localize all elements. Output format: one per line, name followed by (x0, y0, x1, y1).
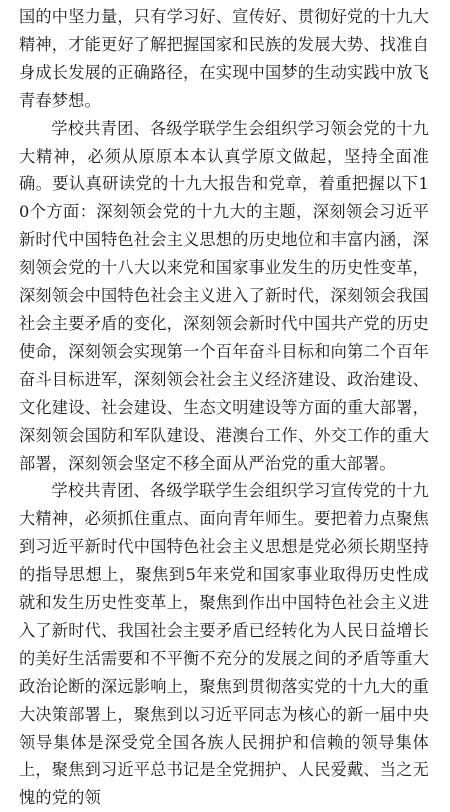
paragraph-continuation: 国的中坚力量，只有学习好、宣传好、贯彻好党的十九大精神，才能更好了解把握国家和民族的发展大势、找准自身成长发展的正确路径，在实现中国梦的生动实践中放飞青春梦想。 (19, 7, 429, 110)
paragraph-study-publicity: 学校共青团、各级学联学生会组织学习宣传党的十九大精神，必须抓住重点、面向青年师生。要把着力点聚焦到习近平新时代中国特色社会主义思想是党必须长期坚持的指导思想上，聚焦到5年来党和国家事业取得历史性成就和发生历史性变革上，聚焦到作出中国特色社会主义进入了新时代、我国社会主要矛盾已经转化为人民日益增长的美好生活需要和不平衡不充分的发展之间的矛盾等重大政治论断的深远影响上，聚焦到贯彻落实党的十九大的重大决策部署上，聚焦到以习近平同志为核心的新一届中央领导集体是深受党全国各族人民拥护和信赖的领导集体上，聚焦到习近平总书记是全党拥护、人民爱戴、当之无愧的党的领 (19, 481, 429, 808)
paragraph-study-comprehension: 学校共青团、各级学联学生会组织学习领会党的十九大精神，必须从原原本本认真学原文做起，坚持全面准确。要认真研读党的十九大报告和党章，着重把握以下10个方面：深刻领会党的十九大的主题，深刻领会习近平新时代中国特色社会主义思想的历史地位和丰富内涵，深刻领会党的十八大以来党和国家事业发生的历史性变革，深刻领会中国特色社会主义进入了新时代，深刻领会我国社会主要矛盾的变化，深刻领会新时代中国共产党的历史使命，深刻领会实现第一个百年奋斗目标和向第二个百年奋斗目标进军，深刻领会社会主义经济建设、政治建设、文化建设、社会建设、生态文明建设等方面的重大部署，深刻领会国防和军队建设、港澳台工作、外交工作的重大部署，深刻领会坚定不移全面从严治党的重大部署。 (19, 118, 429, 473)
